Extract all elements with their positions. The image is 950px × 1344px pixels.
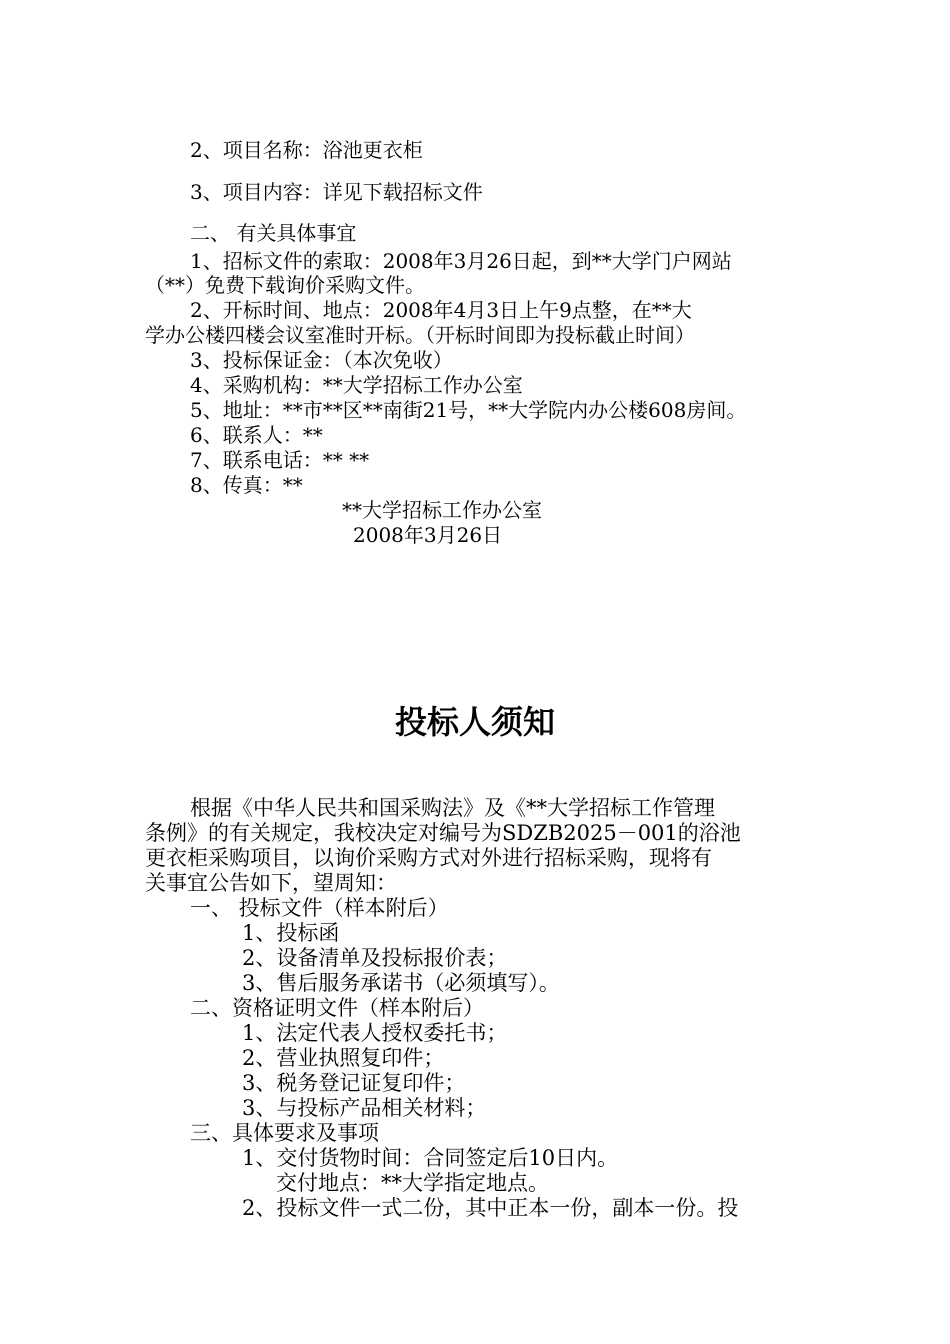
opening-time-line: 2、开标时间、地点：2008年4月3日上午9点整，在**大 bbox=[190, 298, 692, 322]
section-heading-qualification: 二、资格证明文件（样本附后） bbox=[190, 996, 484, 1020]
doc-retrieval-line: 1、招标文件的索取：2008年3月26日起，到**大学门户网站 bbox=[190, 249, 732, 273]
phone-line: 7、联系电话：** ** bbox=[190, 448, 370, 472]
list-item: 2、设备清单及投标报价表； bbox=[242, 946, 508, 970]
project-name-line: 2、项目名称：浴池更衣柜 bbox=[190, 138, 423, 162]
contact-line: 6、联系人：** bbox=[190, 423, 323, 447]
fax-line: 8、传真：** bbox=[190, 473, 303, 497]
address-line: 5、地址：**市**区**南街21号，**大学院内办公楼608房间。 bbox=[190, 398, 747, 422]
list-item: 3、与投标产品相关材料； bbox=[242, 1096, 487, 1120]
intro-line-2: 条例》的有关规定，我校决定对编号为SDZB2025－001的浴池 bbox=[145, 821, 741, 845]
list-item: 3、税务登记证复印件； bbox=[242, 1071, 466, 1095]
page-title: 投标人须知 bbox=[394, 703, 555, 741]
intro-line-3: 更衣柜采购项目，以询价采购方式对外进行招标采购，现将有 bbox=[145, 846, 712, 870]
intro-line-4: 关事宜公告如下，望周知： bbox=[145, 871, 397, 895]
opening-time-line-cont: 学办公楼四楼会议室准时开标。（开标时间即为投标截止时间） bbox=[145, 323, 695, 347]
intro-line-1: 根据《中华人民共和国采购法》及《**大学招标工作管理 bbox=[190, 796, 715, 820]
deposit-line: 3、投标保证金：（本次免收） bbox=[190, 348, 453, 372]
section-heading-bid-docs: 一、 投标文件（样本附后） bbox=[190, 896, 449, 920]
signature-date: 2008年3月26日 bbox=[353, 523, 503, 547]
section-heading-details: 二、 有关具体事宜 bbox=[190, 221, 357, 245]
list-item: 交付地点：**大学指定地点。 bbox=[276, 1171, 549, 1195]
signature-org: **大学招标工作办公室 bbox=[342, 498, 542, 522]
list-item: 2、营业执照复印件； bbox=[242, 1046, 445, 1070]
agency-line: 4、采购机构：**大学招标工作办公室 bbox=[190, 373, 523, 397]
project-content-line: 3、项目内容：详见下载招标文件 bbox=[190, 180, 483, 204]
list-item: 1、交付货物时间：合同签定后10日内。 bbox=[242, 1146, 619, 1170]
doc-retrieval-line-cont: （**）免费下载询价采购文件。 bbox=[145, 273, 425, 297]
list-item: 3、售后服务承诺书（必须填写）。 bbox=[242, 971, 560, 995]
list-item: 2、投标文件一式二份，其中正本一份，副本一份。投 bbox=[242, 1196, 739, 1220]
list-item: 1、投标函 bbox=[242, 921, 340, 945]
list-item: 1、法定代表人授权委托书； bbox=[242, 1021, 508, 1045]
section-heading-requirements: 三、具体要求及事项 bbox=[190, 1121, 379, 1145]
